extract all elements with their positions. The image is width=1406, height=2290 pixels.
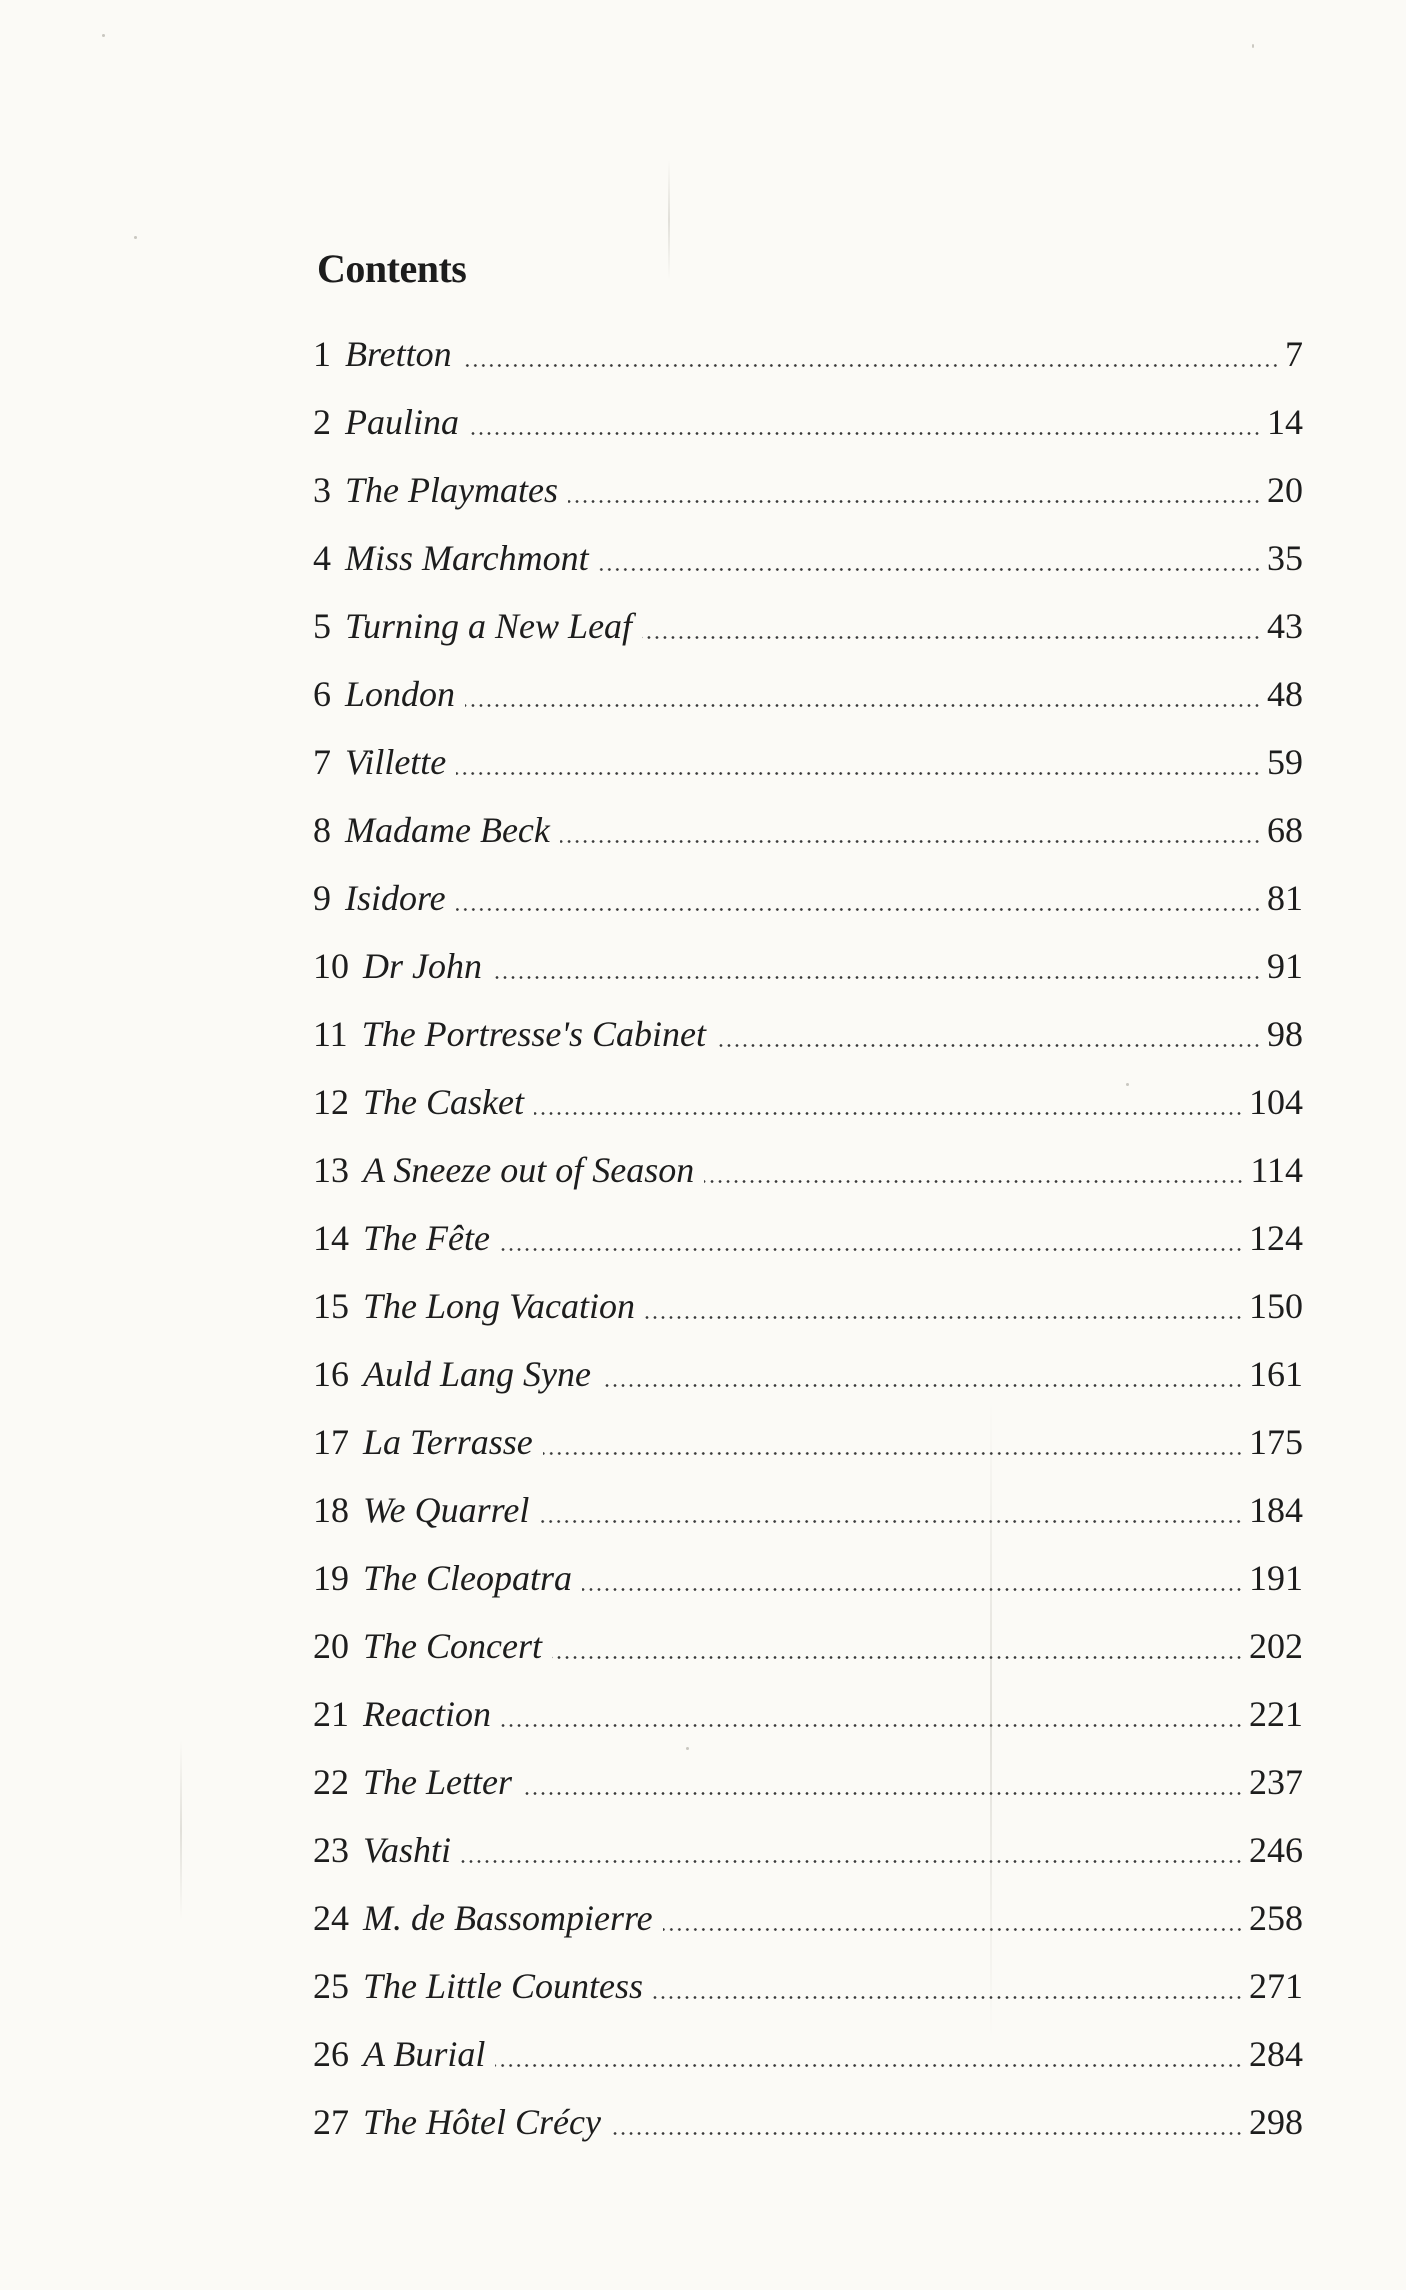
- page-number: 298: [1249, 2102, 1303, 2142]
- page-number: 258: [1249, 1898, 1303, 1938]
- page-number: 161: [1249, 1354, 1303, 1394]
- dot-leader: [560, 840, 1261, 843]
- dot-leader: [462, 364, 1279, 367]
- toc-entry: [313, 1408, 1303, 1476]
- dot-leader: [582, 1588, 1243, 1591]
- chapter-title: Auld Lang Syne: [363, 1354, 591, 1394]
- toc-entry: [313, 456, 1303, 524]
- chapter-number: 3: [313, 470, 331, 510]
- toc-entry: [313, 1952, 1303, 2020]
- page-number: 150: [1249, 1286, 1303, 1326]
- chapter-title: A Burial: [363, 2034, 486, 2074]
- dot-leader: [495, 2064, 1243, 2067]
- dot-leader: [465, 704, 1261, 707]
- page-number: 184: [1249, 1490, 1303, 1530]
- chapter-number: 21: [313, 1694, 349, 1734]
- chapter-title: A Sneeze out of Season: [363, 1150, 695, 1190]
- chapter-number: 9: [313, 878, 331, 918]
- toc-entry: [313, 1816, 1303, 1884]
- dot-leader: [461, 1860, 1243, 1863]
- chapter-number: 2: [313, 402, 331, 442]
- chapter-title: London: [345, 674, 456, 714]
- page-number: 124: [1249, 1218, 1303, 1258]
- toc-entry: [313, 1612, 1303, 1680]
- dot-leader: [599, 568, 1261, 571]
- chapter-number: 6: [313, 674, 331, 714]
- chapter-number: 18: [313, 1490, 349, 1530]
- chapter-title: The Hôtel Crécy: [363, 2102, 601, 2142]
- chapter-number: 10: [313, 946, 349, 986]
- dot-leader: [704, 1180, 1244, 1183]
- chapter-number: 17: [313, 1422, 349, 1462]
- chapter-title: The Concert: [363, 1626, 542, 1666]
- page-number: 191: [1249, 1558, 1303, 1598]
- dot-leader: [611, 2132, 1243, 2135]
- chapter-title: The Letter: [363, 1762, 512, 1802]
- toc-entry: [313, 1340, 1303, 1408]
- page-number: 114: [1250, 1150, 1303, 1190]
- toc-entry: [313, 728, 1303, 796]
- toc-entry: [313, 1136, 1303, 1204]
- page-number: 91: [1267, 946, 1303, 986]
- dot-leader: [539, 1520, 1243, 1523]
- chapter-number: 11: [313, 1014, 348, 1054]
- toc-entry: [313, 2020, 1303, 2088]
- dot-leader: [543, 1452, 1243, 1455]
- chapter-title: We Quarrel: [363, 1490, 530, 1530]
- dot-leader: [552, 1656, 1243, 1659]
- toc-entry: [313, 1068, 1303, 1136]
- paper-speck: [134, 236, 137, 239]
- chapter-title: The Little Countess: [363, 1966, 644, 2006]
- chapter-title: Madame Beck: [345, 810, 550, 850]
- chapter-number: 22: [313, 1762, 349, 1802]
- chapter-number: 7: [313, 742, 331, 782]
- dot-leader: [568, 500, 1261, 503]
- chapter-title: Villette: [345, 742, 447, 782]
- chapter-title: Paulina: [345, 402, 459, 442]
- chapter-number: 25: [313, 1966, 349, 2006]
- dot-leader: [534, 1112, 1243, 1115]
- toc-entry: [313, 2088, 1303, 2156]
- chapter-title: The Cleopatra: [363, 1558, 573, 1598]
- dot-leader: [500, 1248, 1243, 1251]
- chapter-number: 12: [313, 1082, 349, 1122]
- dot-leader: [653, 1996, 1243, 1999]
- page-number: 221: [1249, 1694, 1303, 1734]
- toc-entry: [313, 1000, 1303, 1068]
- chapter-number: 13: [313, 1150, 349, 1190]
- toc-entry: [313, 388, 1303, 456]
- chapter-title: The Long Vacation: [363, 1286, 636, 1326]
- chapter-number: 15: [313, 1286, 349, 1326]
- chapter-title: Vashti: [363, 1830, 452, 1870]
- chapter-title: The Casket: [363, 1082, 524, 1122]
- toc-entry: [313, 796, 1303, 864]
- page-number: 104: [1249, 1082, 1303, 1122]
- toc-entry: [313, 524, 1303, 592]
- chapter-number: 1: [313, 334, 331, 374]
- page-number: 68: [1267, 810, 1303, 850]
- toc-entry: [313, 1748, 1303, 1816]
- toc-entry: [313, 660, 1303, 728]
- toc-entry: [313, 1884, 1303, 1952]
- chapter-number: 16: [313, 1354, 349, 1394]
- dot-leader: [522, 1792, 1243, 1795]
- dot-leader: [663, 1928, 1243, 1931]
- dot-leader: [645, 1316, 1243, 1319]
- page-number: 43: [1267, 606, 1303, 646]
- page-number: 202: [1249, 1626, 1303, 1666]
- toc-entry: [313, 864, 1303, 932]
- toc-entry: [313, 1680, 1303, 1748]
- page-number: 98: [1267, 1014, 1303, 1054]
- page-number: 20: [1267, 470, 1303, 510]
- dot-leader: [456, 908, 1261, 911]
- chapter-number: 27: [313, 2102, 349, 2142]
- dot-leader: [601, 1384, 1243, 1387]
- dot-leader: [456, 772, 1261, 775]
- page-number: 284: [1249, 2034, 1303, 2074]
- page-number: 59: [1267, 742, 1303, 782]
- paper-speck: [1252, 44, 1254, 48]
- page-number: 237: [1249, 1762, 1303, 1802]
- dot-leader: [501, 1724, 1243, 1727]
- dot-leader: [469, 432, 1261, 435]
- page-title: Contents: [317, 245, 467, 291]
- chapter-title: Bretton: [345, 334, 452, 374]
- chapter-title: Miss Marchmont: [345, 538, 589, 578]
- dot-leader: [642, 636, 1261, 639]
- chapter-number: 23: [313, 1830, 349, 1870]
- paper-crease-mark: [668, 160, 670, 280]
- chapter-title: Dr John: [363, 946, 482, 986]
- chapter-number: 8: [313, 810, 331, 850]
- chapter-title: La Terrasse: [363, 1422, 533, 1462]
- chapter-title: The Fête: [363, 1218, 490, 1258]
- chapter-title: Reaction: [363, 1694, 491, 1734]
- chapter-title: Turning a New Leaf: [345, 606, 633, 646]
- chapter-number: 4: [313, 538, 331, 578]
- toc-entry: [313, 1272, 1303, 1340]
- chapter-title: The Portresse's Cabinet: [361, 1014, 707, 1054]
- toc-entry: [313, 1476, 1303, 1544]
- chapter-number: 20: [313, 1626, 349, 1666]
- chapter-title: Isidore: [345, 878, 446, 918]
- paper-crease-mark: [180, 1740, 182, 1920]
- toc-entry: [313, 592, 1303, 660]
- chapter-number: 19: [313, 1558, 349, 1598]
- dot-leader: [492, 976, 1261, 979]
- page-number: 14: [1267, 402, 1303, 442]
- page-number: 35: [1267, 538, 1303, 578]
- chapter-number: 14: [313, 1218, 349, 1258]
- page-number: 246: [1249, 1830, 1303, 1870]
- toc-entry: [313, 1544, 1303, 1612]
- paper-speck: [102, 34, 105, 37]
- toc-entry: [313, 1204, 1303, 1272]
- toc-entry: [313, 320, 1303, 388]
- page-number: 271: [1249, 1966, 1303, 2006]
- page-number: 7: [1285, 334, 1303, 374]
- dot-leader: [716, 1044, 1261, 1047]
- chapter-number: 26: [313, 2034, 349, 2074]
- page-number: 175: [1249, 1422, 1303, 1462]
- chapter-title: The Playmates: [345, 470, 558, 510]
- chapter-title: M. de Bassompierre: [363, 1898, 653, 1938]
- page-number: 81: [1267, 878, 1303, 918]
- chapter-number: 5: [313, 606, 331, 646]
- toc-entry: [313, 932, 1303, 1000]
- page-number: 48: [1267, 674, 1303, 714]
- table-of-contents: [313, 320, 1303, 2156]
- chapter-number: 24: [313, 1898, 349, 1938]
